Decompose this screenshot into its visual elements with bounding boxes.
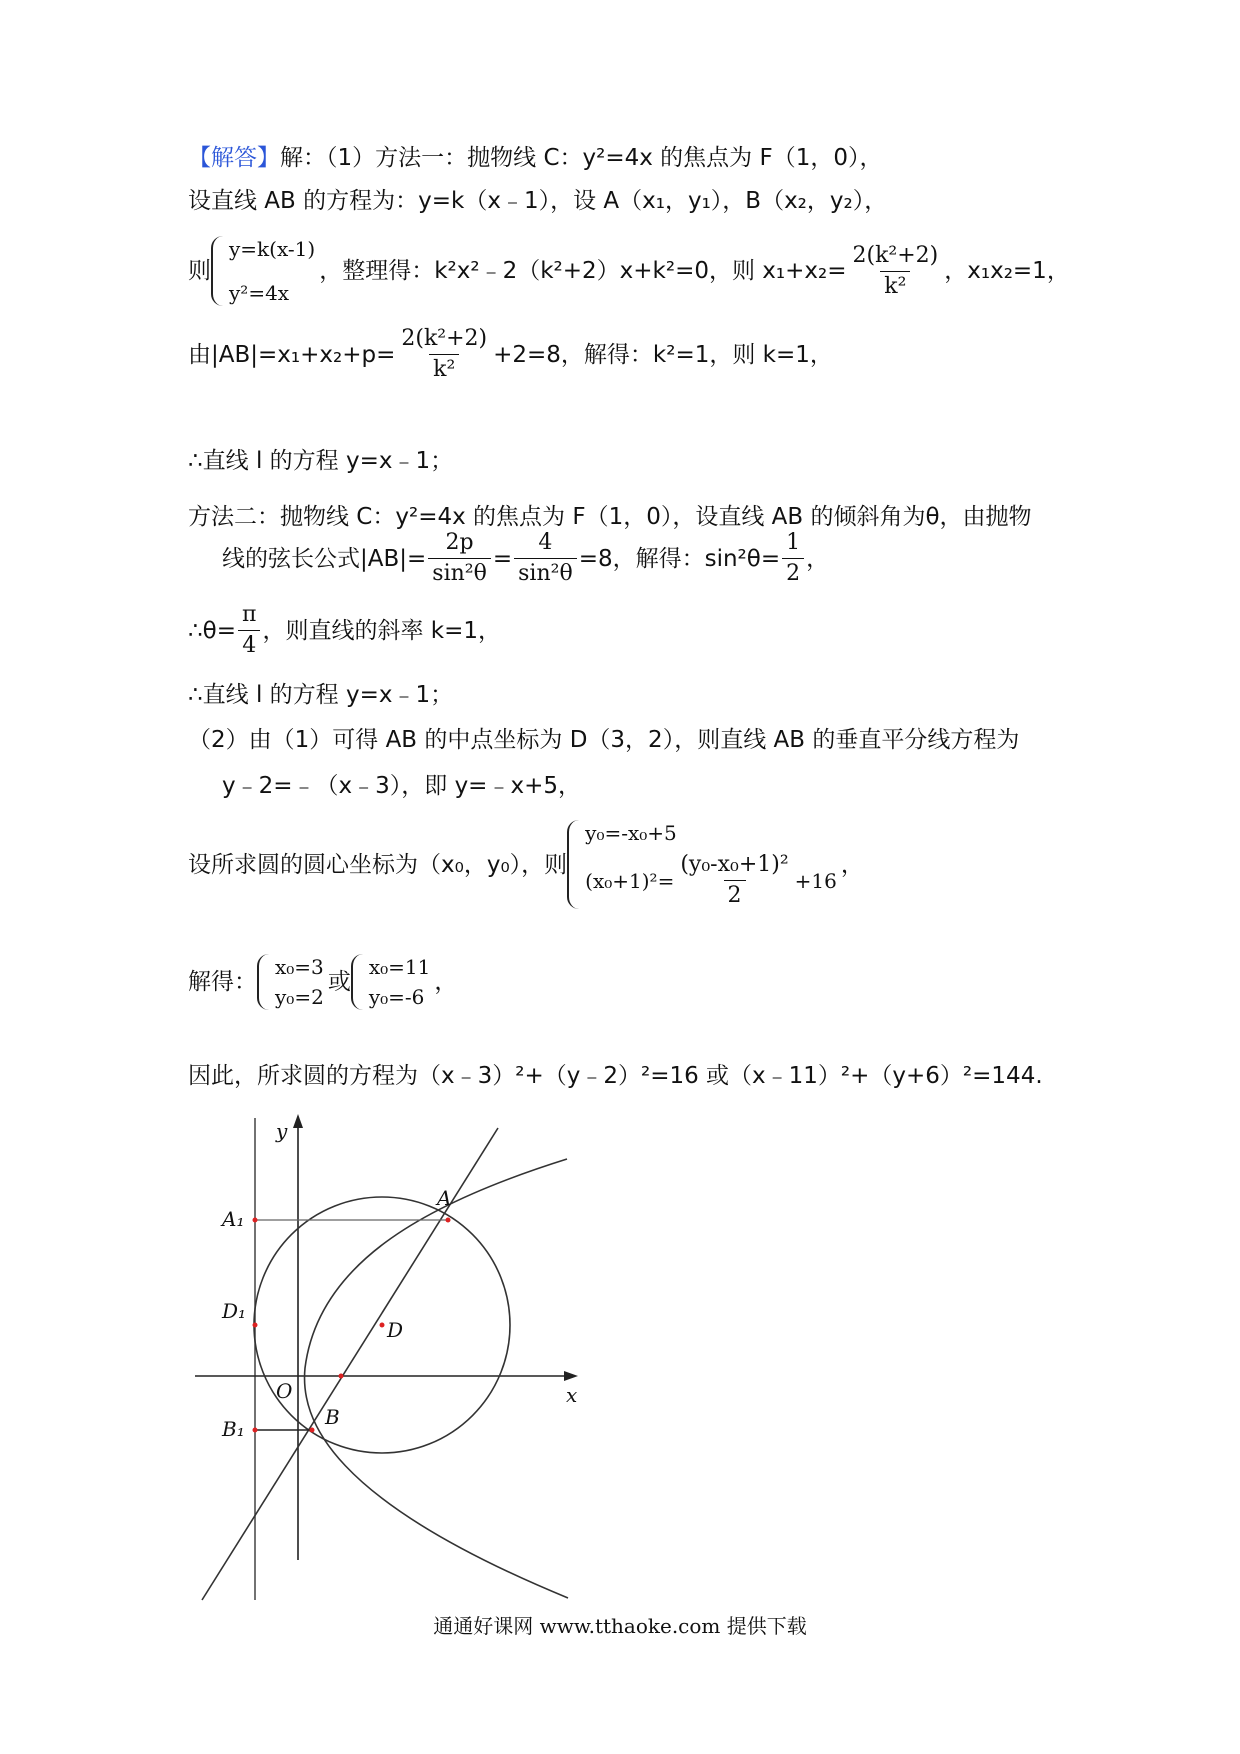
point-d: [380, 1323, 385, 1328]
system-row: x₀=3: [275, 955, 324, 979]
origin-label: O: [276, 1379, 293, 1403]
line-3-pre: 则: [188, 258, 211, 284]
point-d1: [253, 1323, 258, 1328]
fraction-denominator: 2: [782, 558, 804, 587]
fraction-numerator: π: [241, 602, 257, 627]
line-8-post: ，则直线的斜率 k=1，: [262, 617, 501, 644]
fraction-numerator: 2(k²+2): [401, 326, 488, 351]
system-row: x₀=11: [368, 955, 431, 979]
line-7-pre: 线的弦长公式|AB|=: [222, 545, 427, 572]
line-4-post: +2=8，解得：k²=1，则 k=1，: [493, 341, 833, 368]
fraction-numerator: 2p: [445, 530, 474, 555]
line-3-mid: ，整理得：k²x²﹣2（k²+2）x+k²=0，则 x₁+x₂=: [319, 258, 847, 284]
line-4-pre: 由|AB|=x₁+x₂+p=: [188, 341, 396, 368]
y-axis-label: y: [276, 1119, 288, 1143]
system-row-post: +16: [794, 868, 837, 893]
answer-label: 【解答】: [188, 145, 280, 171]
fraction-numerator: 1: [786, 530, 801, 555]
fraction-denominator: 2: [724, 880, 746, 909]
point-f: [339, 1374, 344, 1379]
y-axis-arrow-icon: [293, 1114, 303, 1128]
point-a: [446, 1218, 451, 1223]
point-d-label: D: [387, 1318, 404, 1342]
fraction-numerator: (y₀-x₀+1)²: [680, 852, 789, 877]
x-axis-arrow-icon: [564, 1371, 578, 1381]
point-a1: [253, 1218, 258, 1223]
fraction-denominator: sin²θ: [514, 558, 577, 587]
fraction-denominator: k²: [429, 354, 459, 383]
line-14-text: 因此，所求圆的方程为（x﹣3）²+（y﹣2）²=16 或（x﹣11）²+（y+6）²=144.: [188, 1063, 1043, 1089]
line-12-pre: 设所求圆的圆心坐标为（x₀，y₀），则: [188, 851, 568, 878]
line-6-text: 方法二：抛物线 C：y²=4x 的焦点为 F（1，0），设直线 AB 的倾斜角为θ，由抛物: [188, 504, 1032, 530]
point-d1-label: D₁: [222, 1299, 247, 1323]
point-a1-label: A₁: [222, 1207, 245, 1231]
line-8-pre: ∴θ=: [188, 617, 236, 644]
line-7-mid: =8，解得：sin²θ=: [578, 545, 781, 572]
or-word: 或: [327, 969, 351, 995]
system-row: y₀=-x₀+5: [585, 821, 677, 845]
system-row-pre: (x₀+1)²=: [585, 868, 675, 893]
line-7-post: ，: [806, 545, 830, 572]
line-9-text: ∴直线 l 的方程 y=x﹣1；: [188, 682, 454, 708]
fraction-numerator: 4: [538, 530, 553, 555]
line-11-text: y﹣2=﹣（x﹣3），即 y=﹣x+5，: [222, 773, 581, 799]
line-13-post: ，: [434, 969, 458, 995]
system-row: y₀=2: [275, 985, 324, 1009]
fraction-denominator: sin²θ: [428, 558, 491, 587]
line-5-text: ∴直线 l 的方程 y=x﹣1；: [188, 448, 454, 474]
parabola: [305, 1159, 568, 1598]
line-10-text: （2）由（1）可得 AB 的中点坐标为 D（3，2），则直线 AB 的垂直平分线方程为: [188, 727, 1020, 753]
fraction-denominator: k²: [880, 271, 910, 300]
point-a-label: A: [437, 1186, 452, 1210]
x-axis-label: x: [566, 1383, 578, 1407]
line-3-post: ，x₁x₂=1，: [944, 258, 1070, 284]
system-row: y₀=-6: [368, 985, 425, 1009]
point-b1-label: B₁: [222, 1417, 245, 1441]
system-row: y=k(x-1): [229, 237, 316, 261]
point-b1: [253, 1428, 258, 1433]
line-1-text: 解：（1）方法一：抛物线 C：y²=4x 的焦点为 F（1，0），: [280, 145, 883, 171]
system-row: y²=4x: [229, 281, 290, 305]
line-2-text: 设直线 AB 的方程为：y=k（x﹣1），设 A（x₁，y₁），B（x₂，y₂），: [188, 188, 888, 214]
line-13-pre: 解得：: [188, 969, 257, 995]
page-footer: 通通好课网 www.tthaoke.com 提供下载: [433, 1614, 807, 1638]
point-b: [310, 1428, 315, 1433]
line-12-post: ，: [840, 851, 864, 878]
point-b-label: B: [325, 1405, 340, 1429]
fraction-numerator: 2(k²+2): [852, 242, 939, 268]
line-ab: [202, 1128, 498, 1600]
fraction-denominator: 4: [238, 630, 260, 659]
equals-sign: =: [492, 545, 513, 572]
